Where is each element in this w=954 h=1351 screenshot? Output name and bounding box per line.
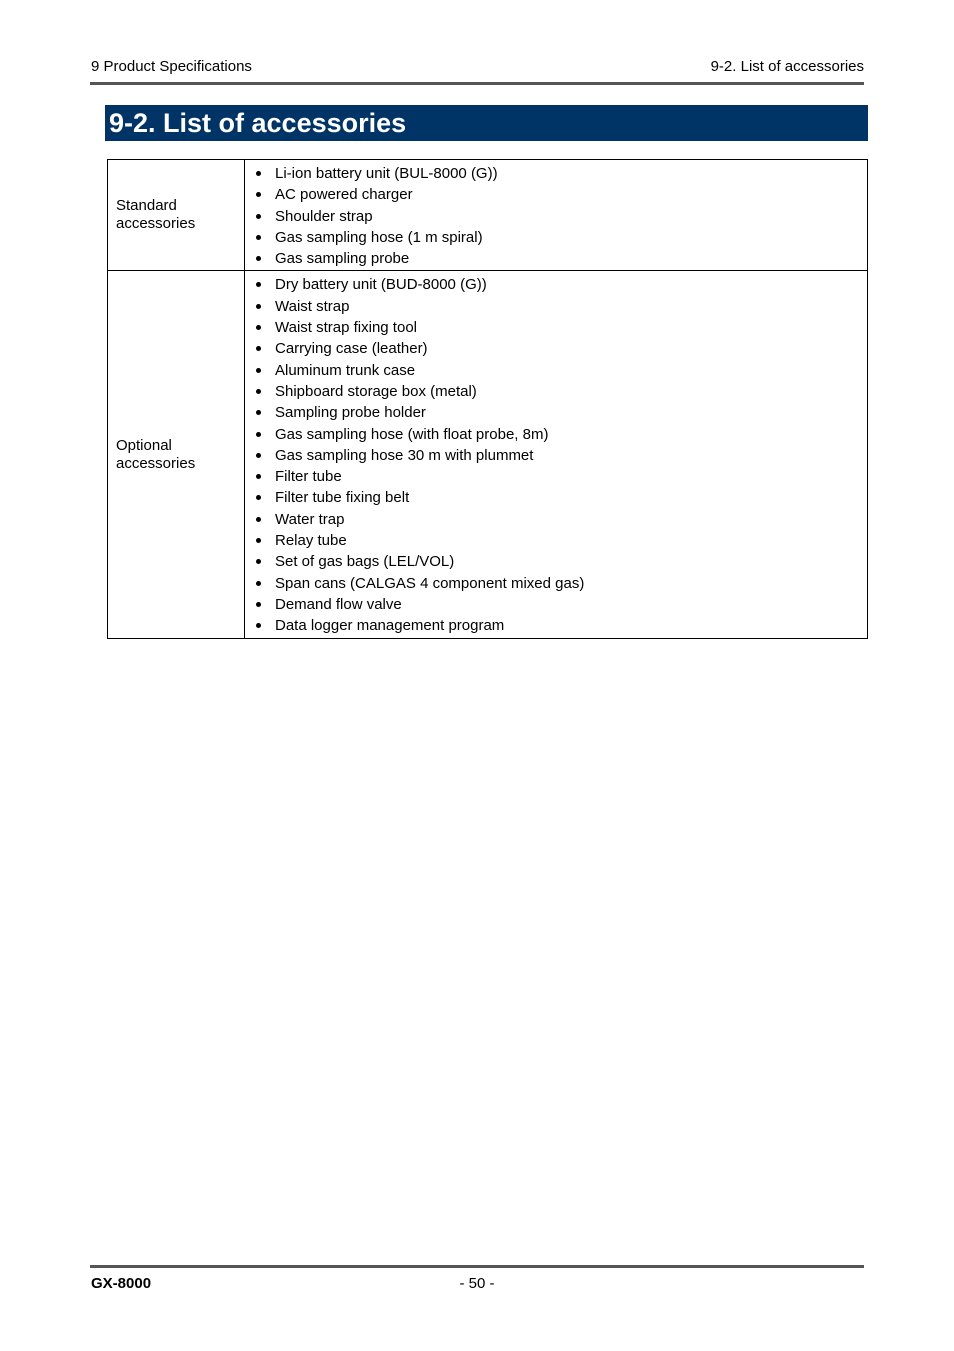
list-item: Data logger management program	[253, 616, 867, 637]
list-item: Shoulder strap	[253, 207, 867, 228]
table-row-standard	[108, 160, 868, 271]
list-item: Span cans (CALGAS 4 component mixed gas)	[253, 574, 867, 595]
list-item: Waist strap fixing tool	[253, 318, 867, 339]
page-number: - 50 -	[459, 1275, 495, 1292]
list-item: Aluminum trunk case	[253, 361, 867, 382]
items-cell	[245, 160, 868, 271]
list-item: Filter tube fixing belt	[253, 488, 867, 509]
list-item: Set of gas bags (LEL/VOL)	[253, 552, 867, 573]
category-label-line2: accessories	[116, 454, 196, 472]
list-item: Filter tube	[253, 467, 867, 488]
list-item: Water trap	[253, 510, 867, 531]
accessory-list	[245, 164, 867, 270]
category-label-line2: accessories	[116, 215, 196, 233]
section-title: 9-2. List of accessories	[105, 105, 868, 141]
accessories-table	[107, 159, 868, 639]
footer-model-name: GX-8000	[91, 1275, 152, 1292]
category-cell	[108, 271, 245, 638]
items-cell	[245, 271, 868, 638]
list-item: Shipboard storage box (metal)	[253, 382, 867, 403]
list-item: Sampling probe holder	[253, 403, 867, 424]
footer-rule	[90, 1265, 864, 1268]
category-label-line1: Standard	[116, 197, 177, 215]
running-header-section: 9-2. List of accessories	[710, 58, 864, 75]
category-cell	[108, 160, 245, 271]
running-header-chapter: 9 Product Specifications	[91, 58, 252, 75]
list-item: Gas sampling probe	[253, 249, 867, 270]
list-item: Waist strap	[253, 297, 867, 318]
list-item: Gas sampling hose (1 m spiral)	[253, 228, 867, 249]
list-item: Carrying case (leather)	[253, 339, 867, 360]
header-rule	[90, 82, 864, 85]
list-item: Relay tube	[253, 531, 867, 552]
list-item: Dry battery unit (BUD-8000 (G))	[253, 275, 867, 296]
accessory-list	[245, 275, 867, 637]
list-item: Gas sampling hose 30 m with plummet	[253, 446, 867, 467]
table-row-optional	[108, 271, 868, 638]
list-item: Demand flow valve	[253, 595, 867, 616]
list-item: Gas sampling hose (with float probe, 8m)	[253, 425, 867, 446]
category-label-line1: Optional	[116, 436, 172, 454]
list-item: Li-ion battery unit (BUL-8000 (G))	[253, 164, 867, 185]
list-item: AC powered charger	[253, 185, 867, 206]
